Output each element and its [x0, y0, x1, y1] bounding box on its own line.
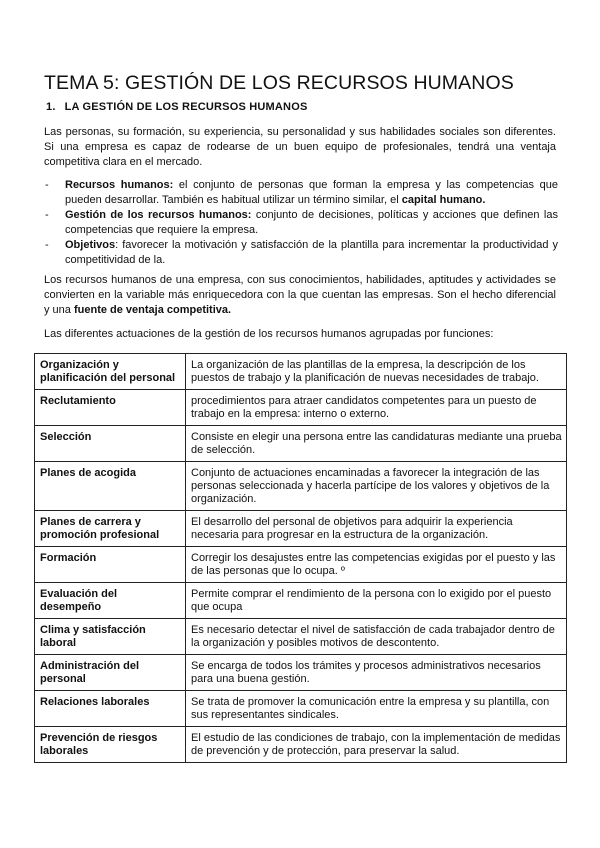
function-description: procedimientos para atraer candidatos competentes para un puesto de trabajo en la empresa: interno o externo.	[186, 390, 567, 426]
bullet-term: Gestión de los recursos humanos:	[65, 209, 252, 221]
table-row	[35, 691, 567, 727]
table-row	[35, 619, 567, 655]
resources-paragraph-text: Los recursos humanos de una empresa, con sus conocimientos, habilidades, aptitudes y actividades se convierten en la variable más enriquecedora con la que cuentan las empresas. Son el hecho diferencial y una	[44, 274, 556, 316]
resources-paragraph-bold: fuente de ventaja competitiva.	[73, 304, 232, 316]
function-description: Consiste en elegir una persona entre las candidaturas mediante una prueba de selección.	[186, 426, 567, 462]
function-name: Prevención de riesgos laborales	[35, 727, 186, 763]
function-name: Planes de acogida	[35, 462, 186, 511]
section-heading-text: LA GESTIÓN DE LOS RECURSOS HUMANOS	[64, 101, 308, 113]
function-description: Se encarga de todos los trámites y procesos administrativos necesarios para una buena gestión.	[186, 655, 567, 691]
bullet-text: : favorecer la motivación y satisfacción de la plantilla para incrementar la productividad y competitividad de la.	[65, 239, 558, 266]
table-row	[35, 462, 567, 511]
bullet-item: - Gestión de los recursos humanos: conjunto de decisiones, políticas y acciones que definen las competencias que requiere la empresa.	[45, 209, 558, 236]
function-name: Reclutamiento	[35, 390, 186, 426]
function-description: Se trata de promover la comunicación entre la empresa y su plantilla, con sus representantes sindicales.	[186, 691, 567, 727]
bullet-text: el conjunto de personas que forman la empresa y las competencias que pueden desarrollar. También es habitual utilizar un término similar, el	[65, 179, 559, 206]
table-row	[35, 511, 567, 547]
bullet-text: conjunto de decisiones, políticas y acciones que definen las competencias que requiere la empresa.	[65, 209, 558, 236]
bullet-item: - Objetivos: favorecer la motivación y satisfacción de la plantilla para incrementar la productividad y competitividad de la.	[45, 239, 558, 266]
function-name: Planes de carrera y promoción profesional	[35, 511, 186, 547]
function-description: Es necesario detectar el nivel de satisfacción de cada trabajador dentro de la organización y posibles motivos de descontento.	[186, 619, 567, 655]
bullet-bold-tail: capital humano.	[401, 194, 486, 206]
table-row	[35, 727, 567, 763]
function-description: El desarrollo del personal de objetivos para adquirir la experiencia necesaria para progresar en la estructura de la organización.	[186, 511, 567, 547]
table-intro-paragraph: Las diferentes actuaciones de la gestión de los recursos humanos agrupadas por funciones:	[44, 328, 494, 340]
section-number: 1.	[46, 101, 56, 113]
function-name: Administración del personal	[35, 655, 186, 691]
function-name: Relaciones laborales	[35, 691, 186, 727]
bullet-item: - Recursos humanos: el conjunto de personas que forman la empresa y las competencias que pueden desarrollar. También es habitual utilizar un término similar, el capital humano.	[45, 179, 559, 206]
table-row	[35, 426, 567, 462]
table-row	[35, 354, 567, 390]
function-name: Selección	[35, 426, 186, 462]
function-name: Organización y planificación del personal	[35, 354, 186, 390]
function-name: Evaluación del desempeño	[35, 583, 186, 619]
bullet-term: Recursos humanos:	[65, 179, 174, 191]
function-description: El estudio de las condiciones de trabajo, con la implementación de medidas de prevención y de protección, para preservar la salud.	[186, 727, 567, 763]
bullet-term: Objetivos	[65, 239, 116, 251]
table-row	[35, 583, 567, 619]
function-description: Corregir los desajustes entre las competencias exigidas por el puesto y las de las personas que lo ocupa. º	[186, 547, 567, 583]
section-heading	[46, 101, 308, 113]
function-description: Permite comprar el rendimiento de la persona con lo exigido por el puesto que ocupa	[186, 583, 567, 619]
intro-paragraph: Las personas, su formación, su experiencia, su personalidad y sus habilidades sociales son diferentes. Si una empresa es capaz de rodearse de un buen equipo de profesionales, tendrá una ventaja competitiva clara en el mercado.	[44, 126, 556, 168]
functions-table	[34, 353, 567, 763]
function-name: Formación	[35, 547, 186, 583]
function-description: Conjunto de actuaciones encaminadas a favorecer la integración de las personas seleccionada y hacerla partícipe de los valores y objetivos de la organización.	[186, 462, 567, 511]
bullet-list	[44, 178, 558, 268]
function-name: Clima y satisfacción laboral	[35, 619, 186, 655]
function-description: La organización de las plantillas de la empresa, la descripción de los puestos de trabajo y la planificación de nuevas necesidades de trabajo.	[186, 354, 567, 390]
table-row	[35, 390, 567, 426]
page-title: TEMA 5: GESTIÓN DE LOS RECURSOS HUMANOS	[44, 72, 514, 94]
table-row	[35, 655, 567, 691]
table-row	[35, 547, 567, 583]
resources-paragraph	[44, 273, 556, 318]
